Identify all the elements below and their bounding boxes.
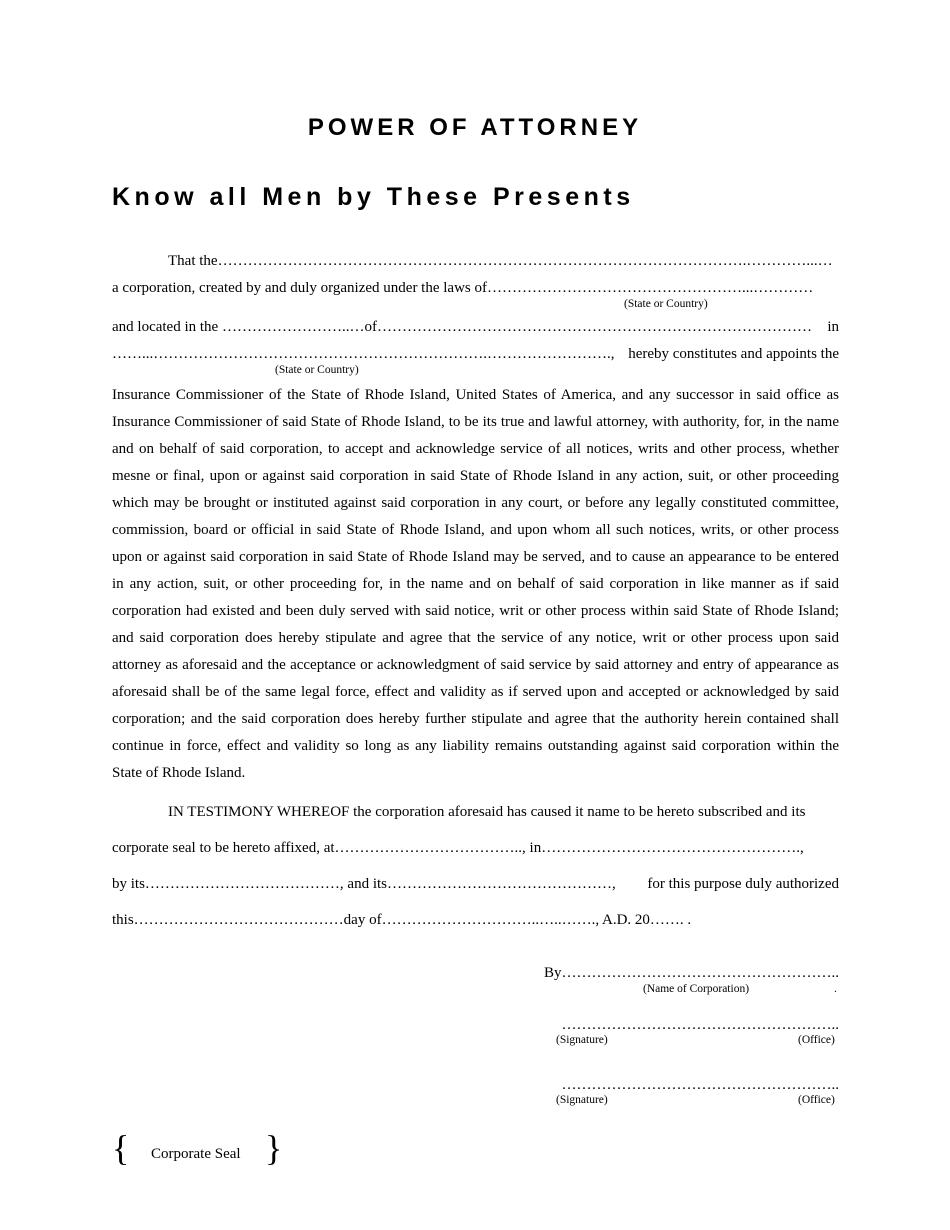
authorized-text: for this purpose duly authorized <box>647 876 839 892</box>
appoints-text: hereby constitutes and appoints the <box>628 346 839 362</box>
state-or-country-caption: (State or Country) <box>275 364 359 376</box>
seal-affixed-line: corporate seal to be hereto affixed, at……………………………….., in……………………………………………., <box>112 840 804 856</box>
corporate-seal-label: Corporate Seal <box>151 1146 241 1162</box>
office-caption-2: (Office) <box>798 1094 835 1106</box>
signature-line-1: ……………………………………………….. <box>561 1017 839 1033</box>
corporation-name-line: That the…………………………………………………………………………………………….…………...… <box>168 253 833 269</box>
state-or-country-caption: (State or Country) <box>624 298 708 310</box>
date-line: this……………………………………day of…………………………..…..……., A.D. 20……. . <box>112 912 692 928</box>
located-in-line <box>112 318 839 336</box>
officers-line <box>112 875 839 893</box>
testimony-line: IN TESTIMONY WHEREOF the corporation aforesaid has caused it name to be hereto subscribed and its <box>168 804 806 820</box>
caption-period: . <box>834 983 837 995</box>
seal-close-brace: } <box>265 1128 283 1168</box>
located-in-text: and located in the ……………………..…of…………………………………………………………………………… <box>112 319 812 335</box>
officers-text: by its…………………………………, and its………………………………………, <box>112 876 616 892</box>
name-of-corporation-caption: (Name of Corporation) <box>643 983 750 995</box>
located-in-suffix: in <box>827 319 839 335</box>
office-caption-1: (Office) <box>798 1034 835 1046</box>
laws-of-line: a corporation, created by and duly organized under the laws of……………………………………………...………… <box>112 280 814 296</box>
seal-open-brace: { <box>112 1128 130 1168</box>
document-title: POWER OF ATTORNEY <box>307 114 643 141</box>
appoints-line <box>112 345 839 363</box>
body-paragraph: Insurance Commissioner of the State of Rhode Island, United States of America, and any successor in said office as Insurance Commissioner of said State of Rhode Island, to be its true and lawful attorney, with authority, for, in the name and on behalf of said corporation, to accept and acknowledge service of all notices, writs and other process, whether mesne or final, upon or against said corporation in said State of Rhode Island in any action, suit, or other proceeding which may be brought or instituted against said corporation in any court, or before any legally constituted committee, commission, board or official in said State of Rhode Island, and upon whom all such notices, writs, or other process upon or against said corporation in said State of Rhode Island may be served, and to cause an appearance to be entered in any action, suit, or other proceeding for, in the name and on behalf of said corporation in like manner as if said corporation had existed and been duly served with said notice, writ or other process within said State of Rhode Island; and said corporation does hereby stipulate and agree that the service of any notice, writ or other process upon said attorney as aforesaid and the acceptance or acknowledgment of said service by said attorney and entry of appearance as aforesaid shall be of the same legal force, effect and validity as if served upon and accepted or acknowledged by said corporation; and the said corporation does hereby further stipulate and agree that the authority herein contained shall continue in force, effect and validity so long as any liability remains outstanding against said corporation within the State of Rhode Island. <box>112 387 839 781</box>
signature-line-2: ……………………………………………….. <box>561 1077 839 1093</box>
document-subtitle: Know all Men by These Presents <box>112 183 635 211</box>
appoints-fill-text: ……...………………………………………………………….……………………., <box>112 346 615 362</box>
signature-caption-1: (Signature) <box>556 1034 608 1046</box>
by-corporation-line: By……………………………………………….. <box>543 965 839 981</box>
signature-caption-2: (Signature) <box>556 1094 608 1106</box>
